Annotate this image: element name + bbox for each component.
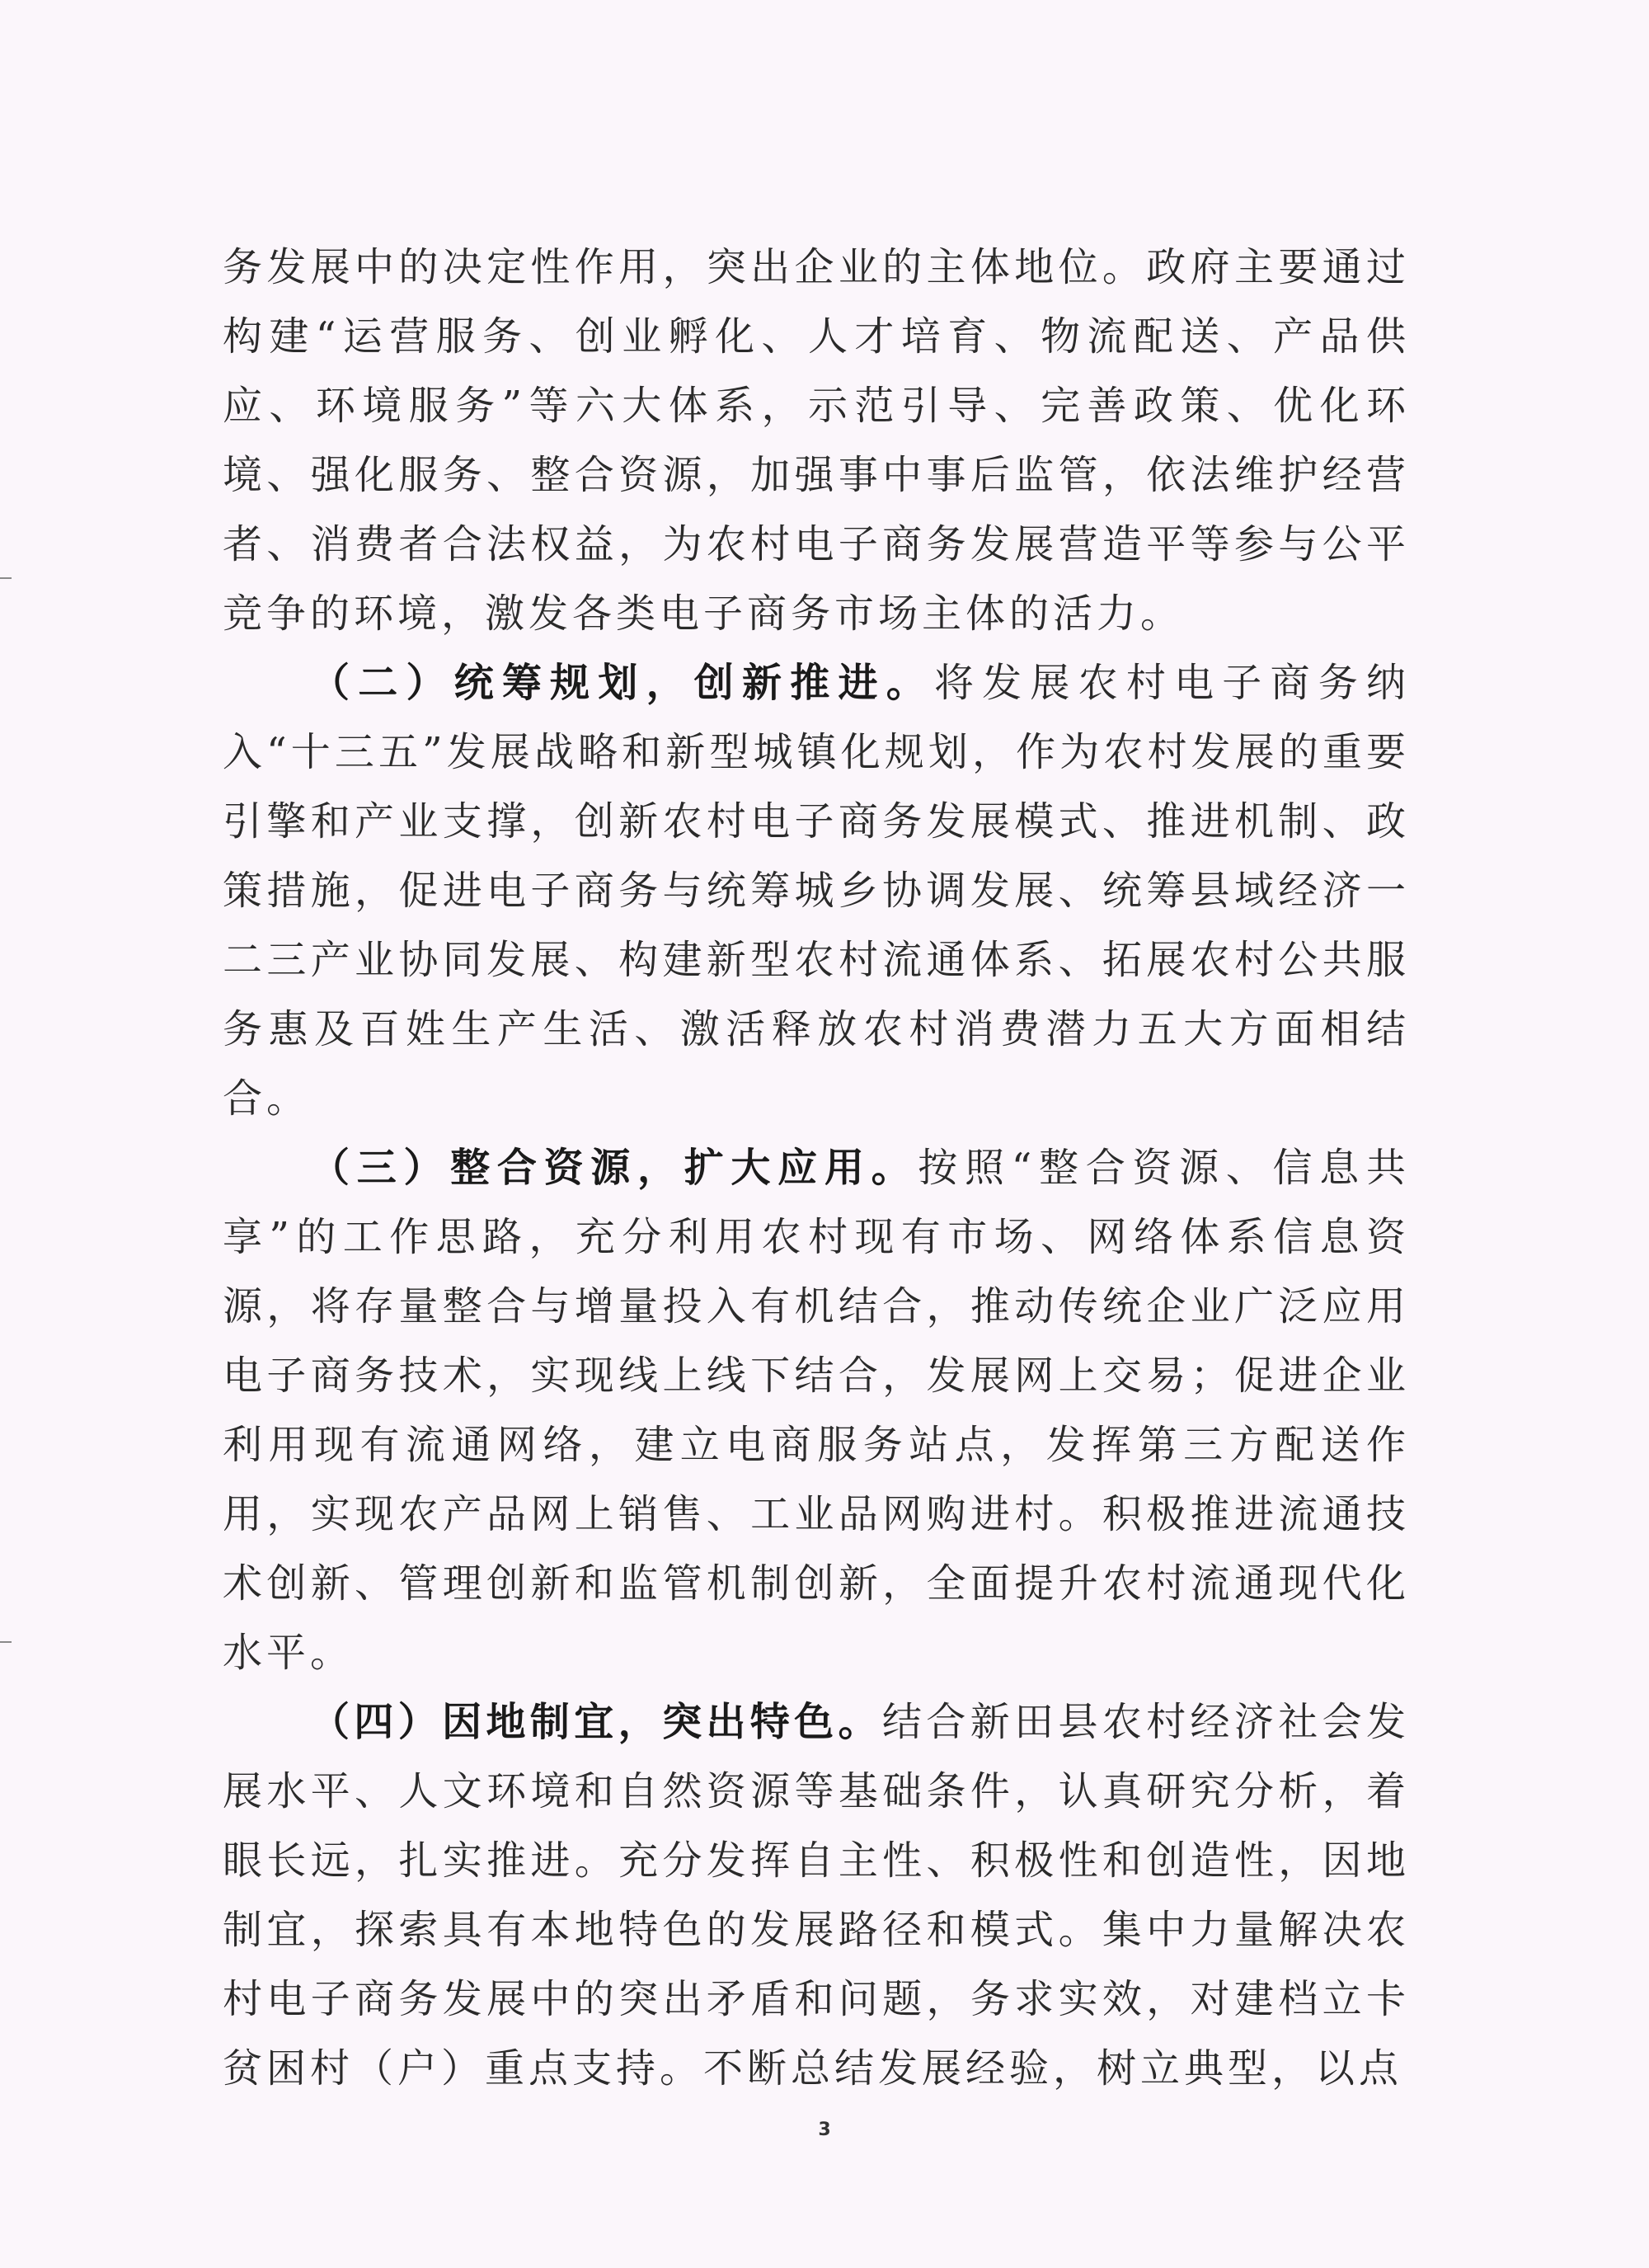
paragraph-text: 将发展农村电子商务纳入“十三五”发展战略和新型城镇化规划，作为农村发展的重要引擎和产业支撑，创新农村电子商务发展模式、推进机制、政策措施，促进电子商务与统筹城乡协调发展、统筹县域经济一二三产业协同发展、构建新型农村流通体系、拓展农村公共服务惠及百姓生产生活、激活释放农村消费潜力五大方面相结合。 bbox=[223, 660, 1410, 1122]
paragraph-section-2 bbox=[223, 648, 1410, 1133]
scan-edge-mark bbox=[0, 577, 12, 579]
paragraph-continued bbox=[223, 233, 1410, 648]
scan-edge-mark bbox=[0, 1641, 12, 1643]
paragraph-text: 按照“整合资源、信息共享”的工作思路，充分利用农村现有市场、网络体系信息资源，将存量整合与增量投入有机结合，推动传统企业广泛应用电子商务技术，实现线上线下结合，发展网上交易；促进企业利用现有流通网络，建立电商服务站点，发挥第三方配送作用，实现农产品网上销售、工业品网购进村。积极推进流通技术创新、管理创新和监管机制创新，全面提升农村流通现代化水平。 bbox=[223, 1145, 1410, 1676]
page-number: 3 bbox=[818, 2120, 831, 2140]
paragraph-section-4 bbox=[223, 1687, 1410, 2103]
document-body bbox=[223, 233, 1410, 2103]
section-heading: （三）整合资源，扩大应用。 bbox=[310, 1145, 918, 1191]
paragraph-text: 务发展中的决定性作用，突出企业的主体地位。政府主要通过构建“运营服务、创业孵化、人才培育、物流配送、产品供应、环境服务”等六大体系，示范引导、完善政策、优化环境、强化服务、整合资源，加强事中事后监管，依法维护经营者、消费者合法权益，为农村电子商务发展营造平等参与公平竞争的环境，激发各类电子商务市场主体的活力。 bbox=[223, 244, 1410, 637]
section-heading: （四）因地制宜，突出特色。 bbox=[310, 1699, 882, 1745]
paragraph-section-3 bbox=[223, 1133, 1410, 1687]
paragraph-text: 结合新田县农村经济社会发展水平、人文环境和自然资源等基础条件，认真研究分析，着眼长远，扎实推进。充分发挥自主性、积极性和创造性，因地制宜，探索具有本地特色的发展路径和模式。集中力量解决农村电子商务发展中的突出矛盾和问题，务求实效，对建档立卡贫困村（户）重点支持。不断总结发展经验，树立典型，以点 bbox=[223, 1699, 1410, 2092]
section-heading: （二）统筹规划，创新推进。 bbox=[310, 660, 934, 706]
